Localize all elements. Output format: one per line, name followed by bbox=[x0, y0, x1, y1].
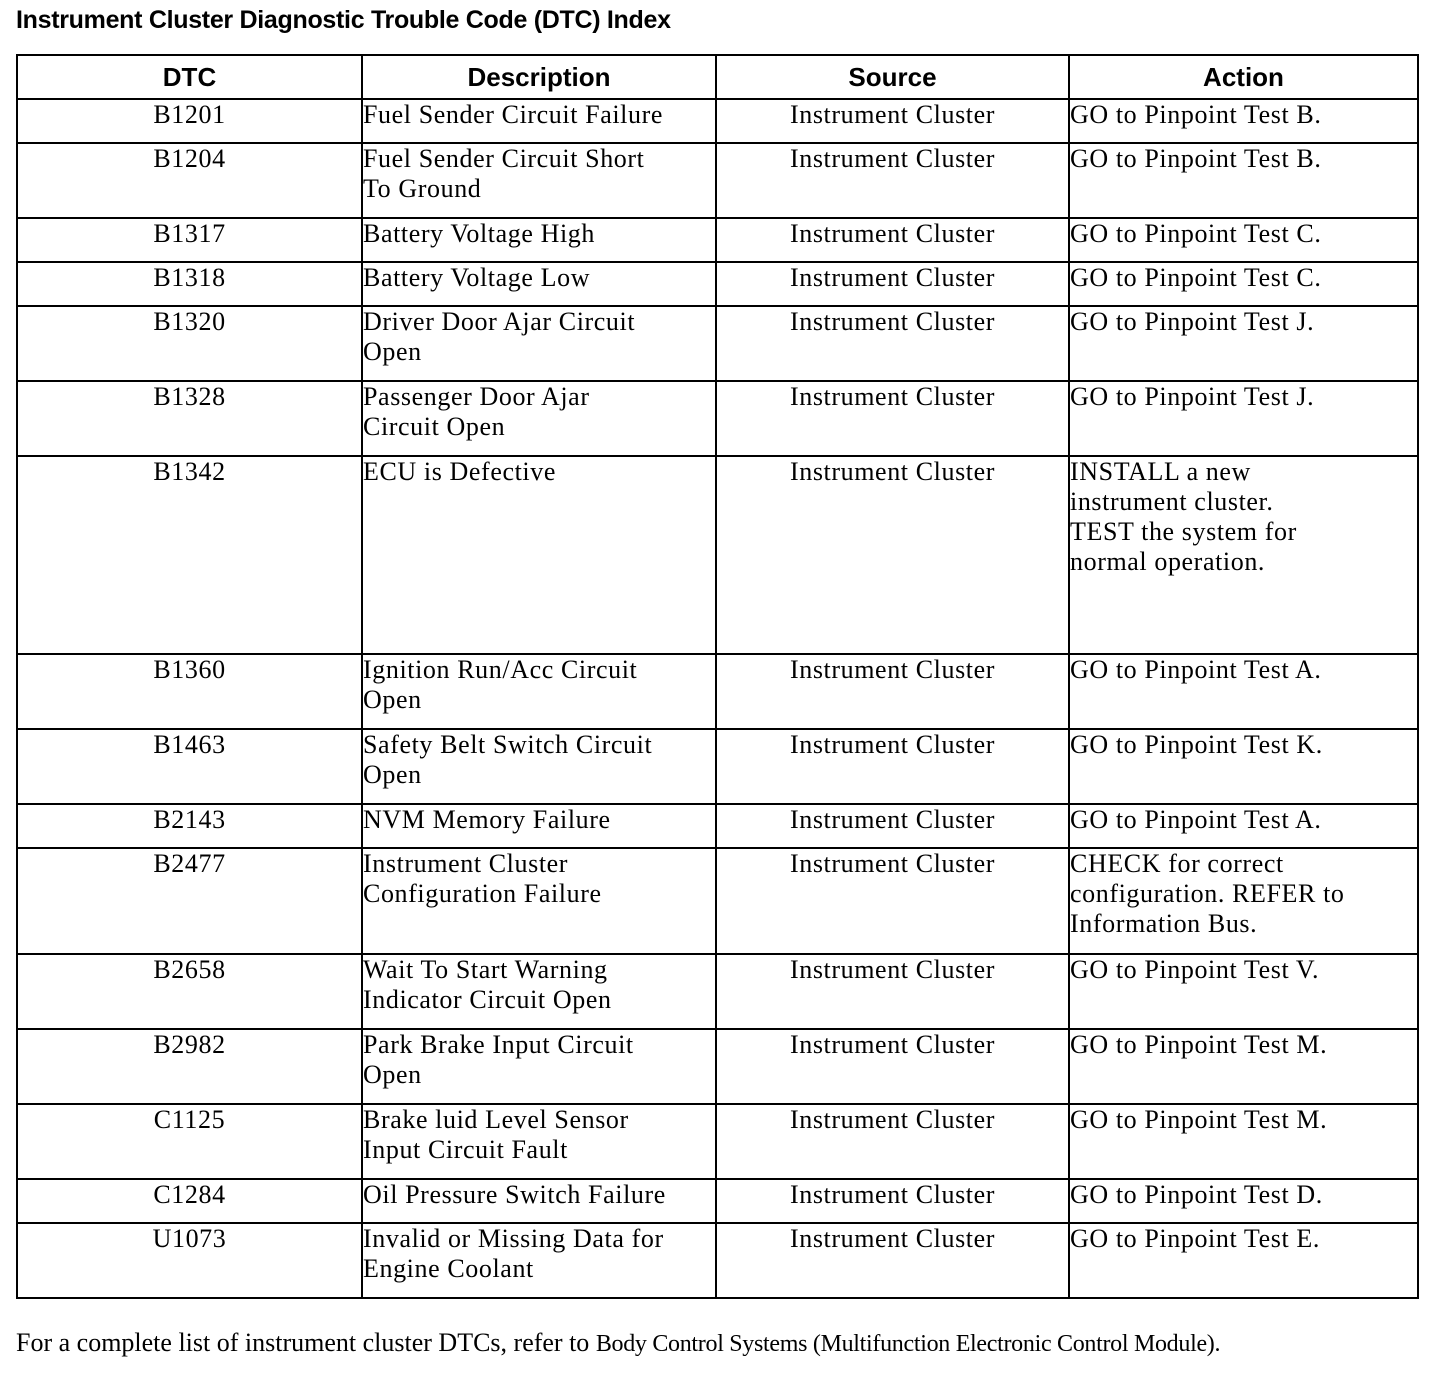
cell-description bbox=[362, 143, 716, 218]
cell-description-text: Wait To Start Warning Indicator Circuit Open bbox=[363, 955, 612, 1014]
cell-action-text: GO to Pinpoint Test M. bbox=[1070, 1030, 1328, 1059]
cell-description-text: Oil Pressure Switch Failure bbox=[363, 1180, 666, 1209]
cell-dtc-text: B1360 bbox=[153, 655, 226, 684]
cell-dtc bbox=[17, 729, 362, 804]
cell-source-text: Instrument Cluster bbox=[789, 307, 996, 336]
cell-source-text: Instrument Cluster bbox=[789, 100, 996, 129]
table-row bbox=[17, 729, 1418, 804]
cell-description bbox=[362, 954, 716, 1029]
cell-action bbox=[1069, 143, 1418, 218]
cell-description bbox=[362, 456, 716, 654]
cell-dtc bbox=[17, 1029, 362, 1104]
cell-source-text: Instrument Cluster bbox=[789, 1105, 996, 1134]
cell-source-text: Instrument Cluster bbox=[789, 219, 996, 248]
cell-dtc-text: B1201 bbox=[153, 100, 226, 129]
cell-action-text: GO to Pinpoint Test E. bbox=[1070, 1224, 1320, 1253]
cell-description bbox=[362, 306, 716, 381]
cell-description bbox=[362, 1179, 716, 1223]
cell-action bbox=[1069, 1179, 1418, 1223]
cell-dtc-text: B1342 bbox=[153, 457, 226, 486]
cell-dtc bbox=[17, 1223, 362, 1298]
cell-action bbox=[1069, 218, 1418, 262]
cell-description bbox=[362, 381, 716, 456]
cell-source bbox=[716, 1223, 1069, 1298]
cell-action bbox=[1069, 262, 1418, 306]
cell-source bbox=[716, 99, 1069, 143]
cell-action bbox=[1069, 848, 1418, 954]
table-row bbox=[17, 1179, 1418, 1223]
cell-description bbox=[362, 1104, 716, 1179]
cell-dtc bbox=[17, 262, 362, 306]
cell-action-text: GO to Pinpoint Test B. bbox=[1070, 144, 1322, 173]
column-header-description: Description bbox=[362, 55, 716, 99]
cell-source bbox=[716, 381, 1069, 456]
cell-source-text: Instrument Cluster bbox=[789, 655, 996, 684]
cell-description bbox=[362, 804, 716, 848]
cell-dtc-text: B1328 bbox=[153, 382, 226, 411]
cell-description-text: Ignition Run/Acc Circuit Open bbox=[363, 655, 638, 714]
column-header-source: Source bbox=[716, 55, 1069, 99]
cell-description bbox=[362, 99, 716, 143]
cell-action bbox=[1069, 1223, 1418, 1298]
cell-dtc bbox=[17, 804, 362, 848]
cell-action-text: CHECK for correct configuration. REFER to Information Bus. bbox=[1070, 849, 1345, 938]
column-header-action: Action bbox=[1069, 55, 1418, 99]
cell-description-text: Safety Belt Switch Circuit Open bbox=[363, 730, 653, 789]
cell-description-text: Park Brake Input Circuit Open bbox=[363, 1030, 634, 1089]
table-header-row bbox=[17, 55, 1418, 99]
table-row bbox=[17, 1223, 1418, 1298]
cell-dtc bbox=[17, 1104, 362, 1179]
cell-action-text: GO to Pinpoint Test M. bbox=[1070, 1105, 1328, 1134]
table-row bbox=[17, 848, 1418, 954]
cell-source bbox=[716, 143, 1069, 218]
table-row bbox=[17, 99, 1418, 143]
cell-action-text: INSTALL a new instrument cluster. TEST the system for normal operation. bbox=[1070, 457, 1297, 576]
table-row bbox=[17, 1029, 1418, 1104]
cell-description-text: Fuel Sender Circuit Short To Ground bbox=[363, 144, 645, 203]
cell-description bbox=[362, 218, 716, 262]
table-row bbox=[17, 954, 1418, 1029]
table-row bbox=[17, 381, 1418, 456]
dtc-index-table bbox=[16, 54, 1419, 1299]
cell-description-text: Invalid or Missing Data for Engine Coolant bbox=[363, 1224, 664, 1283]
cell-source bbox=[716, 654, 1069, 729]
table-row bbox=[17, 804, 1418, 848]
footer-text: For a complete list of instrument cluster DTCs, refer to bbox=[16, 1328, 596, 1357]
cell-source-text: Instrument Cluster bbox=[789, 1224, 996, 1253]
cell-dtc bbox=[17, 1179, 362, 1223]
cell-description-text: Battery Voltage High bbox=[363, 219, 596, 248]
cell-action bbox=[1069, 306, 1418, 381]
cell-source-text: Instrument Cluster bbox=[789, 805, 996, 834]
cell-description-text: Passenger Door Ajar Circuit Open bbox=[363, 382, 590, 441]
table-body bbox=[17, 99, 1418, 1298]
column-header-dtc: DTC bbox=[17, 55, 362, 99]
cell-action bbox=[1069, 381, 1418, 456]
cell-description bbox=[362, 1029, 716, 1104]
cell-source bbox=[716, 804, 1069, 848]
table-row bbox=[17, 218, 1418, 262]
cell-action bbox=[1069, 654, 1418, 729]
cell-action-text: GO to Pinpoint Test C. bbox=[1070, 263, 1322, 292]
footer-suffix: . bbox=[1214, 1331, 1221, 1357]
footer-reference: Body Control Systems (Multifunction Electronic Control Module) bbox=[595, 1331, 1215, 1357]
cell-dtc-text: B1463 bbox=[153, 730, 226, 759]
cell-action bbox=[1069, 804, 1418, 848]
cell-dtc bbox=[17, 954, 362, 1029]
cell-source bbox=[716, 729, 1069, 804]
cell-source bbox=[716, 262, 1069, 306]
cell-action-text: GO to Pinpoint Test D. bbox=[1070, 1180, 1323, 1209]
table-row bbox=[17, 654, 1418, 729]
cell-action-text: GO to Pinpoint Test A. bbox=[1070, 805, 1322, 834]
cell-source-text: Instrument Cluster bbox=[789, 263, 996, 292]
cell-dtc bbox=[17, 848, 362, 954]
cell-action bbox=[1069, 729, 1418, 804]
cell-dtc-text: B2982 bbox=[153, 1030, 226, 1059]
cell-dtc bbox=[17, 456, 362, 654]
cell-dtc-text: B1204 bbox=[153, 144, 226, 173]
cell-source-text: Instrument Cluster bbox=[789, 457, 996, 486]
cell-source bbox=[716, 218, 1069, 262]
cell-action-text: GO to Pinpoint Test J. bbox=[1070, 382, 1315, 411]
cell-dtc-text: B2477 bbox=[153, 849, 226, 878]
cell-description bbox=[362, 848, 716, 954]
cell-description-text: Brake luid Level Sensor Input Circuit Fault bbox=[363, 1105, 629, 1164]
table-row bbox=[17, 456, 1418, 654]
table-row bbox=[17, 262, 1418, 306]
cell-action-text: GO to Pinpoint Test C. bbox=[1070, 219, 1322, 248]
cell-action-text: GO to Pinpoint Test A. bbox=[1070, 655, 1322, 684]
cell-source bbox=[716, 1179, 1069, 1223]
cell-dtc bbox=[17, 143, 362, 218]
cell-source bbox=[716, 848, 1069, 954]
cell-description-text: Driver Door Ajar Circuit Open bbox=[363, 307, 636, 366]
cell-description bbox=[362, 654, 716, 729]
cell-action-text: GO to Pinpoint Test B. bbox=[1070, 100, 1322, 129]
cell-description-text: NVM Memory Failure bbox=[363, 805, 611, 834]
cell-action bbox=[1069, 456, 1418, 654]
cell-dtc-text: B2658 bbox=[153, 955, 226, 984]
cell-source bbox=[716, 954, 1069, 1029]
cell-source bbox=[716, 1029, 1069, 1104]
cell-source-text: Instrument Cluster bbox=[789, 955, 996, 984]
footer-note bbox=[16, 1328, 1396, 1359]
cell-dtc-text: B1317 bbox=[153, 219, 226, 248]
cell-source-text: Instrument Cluster bbox=[789, 144, 996, 173]
cell-description-text: ECU is Defective bbox=[363, 457, 556, 486]
cell-action bbox=[1069, 954, 1418, 1029]
cell-source-text: Instrument Cluster bbox=[789, 1180, 996, 1209]
cell-dtc bbox=[17, 99, 362, 143]
cell-description-text: Instrument Cluster Configuration Failure bbox=[363, 849, 602, 908]
cell-description bbox=[362, 729, 716, 804]
cell-dtc bbox=[17, 306, 362, 381]
cell-action-text: GO to Pinpoint Test V. bbox=[1070, 955, 1320, 984]
cell-action-text: GO to Pinpoint Test J. bbox=[1070, 307, 1315, 336]
cell-description bbox=[362, 262, 716, 306]
cell-dtc-text: C1284 bbox=[153, 1180, 226, 1209]
cell-dtc-text: B1318 bbox=[153, 263, 226, 292]
cell-description bbox=[362, 1223, 716, 1298]
cell-description-text: Fuel Sender Circuit Failure bbox=[363, 100, 663, 129]
cell-action bbox=[1069, 1104, 1418, 1179]
table-row bbox=[17, 306, 1418, 381]
cell-dtc-text: B1320 bbox=[153, 307, 226, 336]
cell-dtc bbox=[17, 654, 362, 729]
cell-dtc bbox=[17, 218, 362, 262]
cell-dtc-text: U1073 bbox=[152, 1224, 227, 1253]
cell-source bbox=[716, 456, 1069, 654]
table-row bbox=[17, 1104, 1418, 1179]
cell-action bbox=[1069, 1029, 1418, 1104]
page-title: Instrument Cluster Diagnostic Trouble Code (DTC) Index bbox=[16, 6, 671, 34]
cell-description-text: Battery Voltage Low bbox=[363, 263, 591, 292]
cell-source bbox=[716, 1104, 1069, 1179]
cell-action-text: GO to Pinpoint Test K. bbox=[1070, 730, 1323, 759]
cell-source-text: Instrument Cluster bbox=[789, 849, 996, 878]
cell-source-text: Instrument Cluster bbox=[789, 382, 996, 411]
cell-action bbox=[1069, 99, 1418, 143]
cell-dtc bbox=[17, 381, 362, 456]
table-row bbox=[17, 143, 1418, 218]
cell-dtc-text: B2143 bbox=[153, 805, 226, 834]
cell-source-text: Instrument Cluster bbox=[789, 1030, 996, 1059]
cell-source-text: Instrument Cluster bbox=[789, 730, 996, 759]
cell-source bbox=[716, 306, 1069, 381]
cell-dtc-text: C1125 bbox=[153, 1105, 226, 1134]
